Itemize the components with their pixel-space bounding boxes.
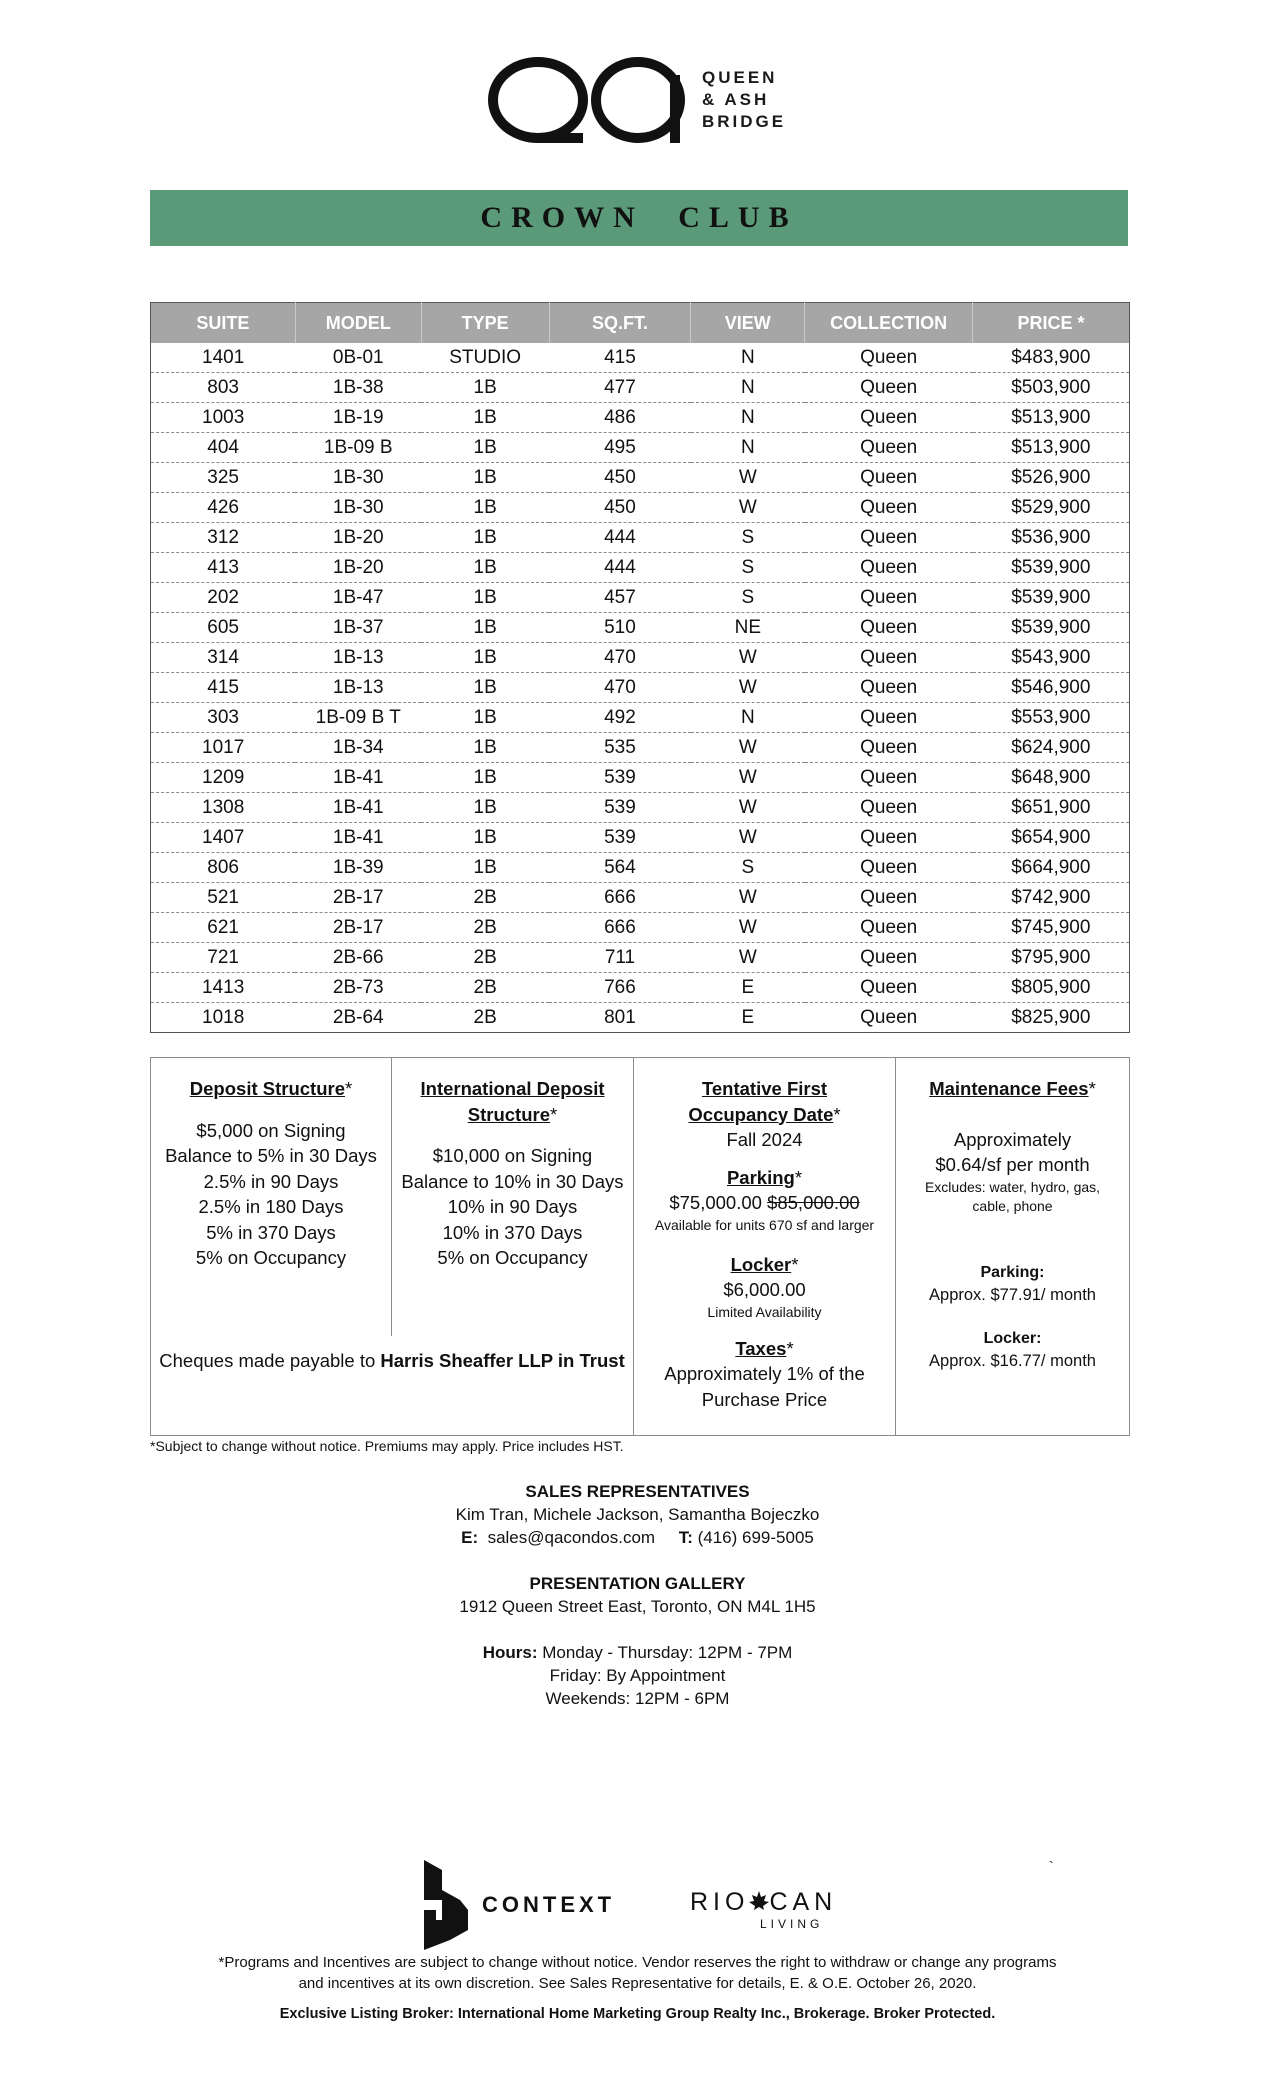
- cell-type: 1B: [421, 523, 549, 553]
- cell-model: 1B-38: [295, 373, 421, 403]
- cell-sqft: 711: [549, 943, 691, 973]
- cell-collection: Queen: [805, 733, 973, 763]
- table-row: [151, 763, 1130, 793]
- deposit-line: 5% on Occupancy: [195, 1247, 347, 1268]
- cell-sqft: 666: [549, 883, 691, 913]
- table-row: [151, 463, 1130, 493]
- cell-view: W: [691, 463, 805, 493]
- parking-old-price: $85,000.00: [767, 1192, 860, 1213]
- cell-suite: 1017: [151, 733, 296, 763]
- cell-view: S: [691, 523, 805, 553]
- cell-model: 1B-37: [295, 613, 421, 643]
- cell-suite: 325: [151, 463, 296, 493]
- cell-suite: 303: [151, 703, 296, 733]
- occupancy-column: [634, 1058, 895, 1412]
- table-row: [151, 973, 1130, 1003]
- cell-collection: Queen: [805, 553, 973, 583]
- cell-model: 1B-19: [295, 403, 421, 433]
- cell-type: 2B: [421, 973, 549, 1003]
- cell-view: W: [691, 883, 805, 913]
- cell-type: 1B: [421, 853, 549, 883]
- occupancy-star: *: [833, 1103, 841, 1125]
- context-logo: [424, 1860, 615, 1950]
- cell-sqft: 477: [549, 373, 691, 403]
- cell-type: 1B: [421, 493, 549, 523]
- cell-sqft: 444: [549, 523, 691, 553]
- logo-word-1: QUEEN: [702, 68, 778, 87]
- cell-collection: Queen: [805, 433, 973, 463]
- cell-price: $795,900: [973, 943, 1130, 973]
- table-row: [151, 643, 1130, 673]
- cheques-payable: [151, 1348, 633, 1374]
- cell-collection: Queen: [805, 343, 973, 373]
- hours-friday: Friday: By Appointment: [549, 1666, 726, 1685]
- cell-view: W: [691, 943, 805, 973]
- stray-mark: `: [1049, 1858, 1054, 1874]
- cell-view: W: [691, 763, 805, 793]
- cell-price: $539,900: [973, 583, 1130, 613]
- parking-star: *: [794, 1166, 803, 1188]
- table-row: [151, 1003, 1130, 1033]
- sales-email[interactable]: sales@qacondos.com: [487, 1528, 656, 1547]
- cell-model: 1B-34: [295, 733, 421, 763]
- cell-suite: 1308: [151, 793, 296, 823]
- cell-type: STUDIO: [421, 343, 549, 373]
- cell-suite: 1209: [151, 763, 296, 793]
- maintenance-line-2: $0.64/sf per month: [935, 1154, 1090, 1175]
- maintenance-parking-label: Parking:: [980, 1263, 1045, 1281]
- cell-type: 1B: [421, 373, 549, 403]
- cell-collection: Queen: [805, 643, 973, 673]
- cell-type: 1B: [421, 403, 549, 433]
- phone-label: T:: [678, 1528, 693, 1547]
- cheques-prefix: Cheques made payable to: [159, 1350, 381, 1371]
- cell-collection: Queen: [860, 1006, 918, 1028]
- cell-model: 1B-47: [295, 583, 421, 613]
- cell-collection: Queen: [805, 493, 973, 523]
- gallery-address: 1912 Queen Street East, Toronto, ON M4L 1H5: [459, 1597, 816, 1616]
- maintenance-locker-value: Approx. $16.77/ month: [929, 1351, 1096, 1370]
- table-row: [151, 793, 1130, 823]
- cell-price: $648,900: [973, 763, 1130, 793]
- table-row: [151, 373, 1130, 403]
- table-row: [151, 853, 1130, 883]
- cell-sqft: 535: [549, 733, 691, 763]
- cell-sqft: 539: [549, 763, 691, 793]
- cell-view: N: [691, 403, 805, 433]
- cell-type: 1B: [421, 823, 549, 853]
- cell-sqft: 510: [549, 613, 691, 643]
- cell-view: W: [691, 643, 805, 673]
- cell-collection: Queen: [805, 943, 973, 973]
- locker-price: $6,000.00: [723, 1279, 806, 1300]
- deposit-line: $5,000 on Signing: [196, 1119, 346, 1141]
- cell-model: 1B-39: [295, 853, 421, 883]
- table-row: [151, 583, 1130, 613]
- cell-sqft: 450: [549, 493, 691, 523]
- logo-word-3: BRIDGE: [702, 112, 787, 131]
- logo-word-2: & ASH: [702, 90, 770, 109]
- table-row: [151, 553, 1130, 583]
- cell-price: $539,900: [973, 553, 1130, 583]
- cell-type: 1B: [421, 733, 549, 763]
- cell-type: 2B: [421, 913, 549, 943]
- cell-view: N: [691, 433, 805, 463]
- intl-deposit-title-2: Structure: [467, 1103, 551, 1125]
- col-header-view: VIEW: [691, 303, 805, 344]
- cell-price: $745,900: [973, 913, 1130, 943]
- cell-type: 1B: [421, 643, 549, 673]
- cell-sqft: 486: [549, 403, 691, 433]
- maple-leaf-icon: [749, 1891, 769, 1911]
- hours-weekday: Monday - Thursday: 12PM - 7PM: [542, 1643, 793, 1662]
- maintenance-fees-column: [896, 1058, 1129, 1372]
- cell-price: $553,900: [973, 703, 1130, 733]
- suite-price-table: [150, 302, 1130, 1033]
- cell-suite: 1413: [151, 973, 296, 1003]
- cell-suite: 605: [151, 613, 296, 643]
- cell-type: 1B: [421, 613, 549, 643]
- intl-deposit-line: 10% in 90 Days: [447, 1196, 578, 1217]
- cell-model: 1B-41: [295, 793, 421, 823]
- cell-model: 1B-41: [295, 823, 421, 853]
- qa-logo-mark: [488, 55, 688, 145]
- terms-box: [150, 1057, 1130, 1436]
- cell-view: W: [691, 793, 805, 823]
- maintenance-line-1: Approximately: [953, 1128, 1072, 1150]
- hours-weekday-line: [0, 1641, 1275, 1664]
- maintenance-excludes-1: Excludes: water, hydro, gas,: [924, 1178, 1101, 1195]
- table-row: [151, 703, 1130, 733]
- contact-section: [0, 1480, 1275, 1710]
- cell-suite: 803: [151, 373, 296, 403]
- cell-collection: Queen: [805, 613, 973, 643]
- cell-suite: 413: [151, 553, 296, 583]
- cell-view: W: [691, 823, 805, 853]
- cell-sqft: 470: [549, 643, 691, 673]
- table-row: [151, 673, 1130, 703]
- cell-model: 0B-01: [295, 343, 421, 373]
- cell-collection: Queen: [805, 913, 973, 943]
- table-row: [151, 523, 1130, 553]
- footer: [0, 1952, 1275, 2025]
- cell-sqft: 415: [549, 343, 691, 373]
- cell-view: S: [691, 853, 805, 883]
- cell-view: E: [741, 1006, 755, 1028]
- riocan-logo: [690, 1888, 837, 1931]
- cell-suite: 1401: [151, 343, 296, 373]
- col-header-type: TYPE: [421, 303, 549, 344]
- crown-club-banner: [150, 190, 1128, 246]
- table-row: [151, 403, 1130, 433]
- cell-type: 1B: [421, 673, 549, 703]
- cell-sqft: 492: [549, 703, 691, 733]
- intl-deposit-line: 10% in 370 Days: [442, 1221, 583, 1243]
- cell-collection: Queen: [805, 763, 973, 793]
- parking-note: Available for units 670 sf and larger: [654, 1216, 875, 1233]
- cell-collection: Queen: [805, 883, 973, 913]
- cell-suite: 312: [151, 523, 296, 553]
- cell-suite: 1407: [151, 823, 296, 853]
- cell-suite: 521: [151, 883, 296, 913]
- cell-model: 2B-64: [332, 1006, 384, 1028]
- cell-sqft: 539: [549, 793, 691, 823]
- international-deposit-structure: [392, 1058, 633, 1271]
- cell-model: 2B-17: [295, 913, 421, 943]
- cell-type: 1B: [421, 463, 549, 493]
- footer-broker: Exclusive Listing Broker: International Home Marketing Group Realty Inc., Brokerage. Broker Protected.: [279, 2006, 996, 2022]
- cell-price: $742,900: [973, 883, 1130, 913]
- cell-sqft: 801: [604, 1006, 636, 1028]
- cell-suite: 621: [151, 913, 296, 943]
- maintenance-star: *: [1088, 1078, 1096, 1099]
- cell-price: $664,900: [973, 853, 1130, 883]
- cell-price: $539,900: [973, 613, 1130, 643]
- cell-model: 1B-30: [295, 463, 421, 493]
- cell-price: $624,900: [973, 733, 1130, 763]
- cell-suite: 202: [151, 583, 296, 613]
- riocan-left: RIO: [690, 1888, 750, 1916]
- cell-view: N: [691, 703, 805, 733]
- cell-view: NE: [691, 613, 805, 643]
- col-header-suite: SUITE: [151, 303, 296, 344]
- table-header-row: [151, 303, 1130, 344]
- taxes-line-1: Approximately 1% of the: [664, 1363, 865, 1384]
- cell-model: 1B-41: [295, 763, 421, 793]
- cell-price: $654,900: [973, 823, 1130, 853]
- intl-deposit-line: Balance to 10% in 30 Days: [401, 1170, 624, 1192]
- cell-type: 2B: [473, 1006, 497, 1028]
- cell-suite: 426: [151, 493, 296, 523]
- cell-price: $513,900: [973, 403, 1130, 433]
- cell-view: W: [691, 733, 805, 763]
- cell-type: 1B: [421, 553, 549, 583]
- table-body: [151, 343, 1130, 1033]
- maintenance-title: Maintenance Fees: [929, 1078, 1089, 1099]
- cell-sqft: 470: [549, 673, 691, 703]
- cell-type: 1B: [421, 703, 549, 733]
- occupancy-title-1: Tentative First: [701, 1078, 828, 1099]
- locker-title: Locker: [730, 1253, 792, 1275]
- qa-logo: [488, 55, 786, 145]
- intl-deposit-line: $10,000 on Signing: [432, 1145, 593, 1166]
- cell-type: 2B: [421, 883, 549, 913]
- cell-sqft: 444: [549, 553, 691, 583]
- cell-price: $546,900: [973, 673, 1130, 703]
- context-logo-mark: [424, 1860, 468, 1950]
- deposit-title: Deposit Structure: [189, 1078, 345, 1099]
- deposit-line: Balance to 5% in 30 Days: [165, 1145, 377, 1166]
- cell-sqft: 766: [549, 973, 691, 1003]
- cell-view: E: [691, 973, 805, 1003]
- cell-model: 1B-09 B T: [295, 703, 421, 733]
- table-row: [151, 943, 1130, 973]
- cell-price: $513,900: [973, 433, 1130, 463]
- locker-star: *: [791, 1253, 799, 1275]
- cell-collection: Queen: [805, 793, 973, 823]
- cell-price: $825,900: [1011, 1006, 1091, 1028]
- riocan-right: CAN: [769, 1888, 838, 1916]
- cheques-payee: Harris Sheaffer LLP in Trust: [380, 1350, 625, 1371]
- cell-model: 1B-30: [295, 493, 421, 523]
- table-row: [151, 433, 1130, 463]
- table-row: [151, 613, 1130, 643]
- col-header-collection: COLLECTION: [805, 303, 973, 344]
- sales-title: SALES REPRESENTATIVES: [525, 1482, 750, 1501]
- cell-view: W: [691, 673, 805, 703]
- cell-collection: Queen: [805, 673, 973, 703]
- cell-sqft: 539: [549, 823, 691, 853]
- cell-collection: Queen: [805, 373, 973, 403]
- cell-type: 1B: [421, 763, 549, 793]
- cell-model: 1B-20: [295, 553, 421, 583]
- locker-note: Limited Availability: [707, 1303, 822, 1320]
- cell-view: S: [691, 583, 805, 613]
- cell-model: 2B-17: [295, 883, 421, 913]
- occupancy-date: Fall 2024: [726, 1129, 803, 1150]
- deposit-structure: [151, 1058, 391, 1271]
- context-wordmark: CONTEXT: [482, 1892, 616, 1917]
- cell-suite: 721: [151, 943, 296, 973]
- hours-label: Hours:: [482, 1643, 538, 1662]
- cell-suite: 404: [151, 433, 296, 463]
- cell-type: 1B: [421, 793, 549, 823]
- cell-model: 1B-13: [295, 643, 421, 673]
- table-row: [151, 343, 1130, 373]
- occupancy-title-2: Occupancy Date: [688, 1103, 834, 1125]
- cell-view: N: [691, 373, 805, 403]
- col-header-sqft: SQ.FT.: [549, 303, 691, 344]
- parking-price: $75,000.00: [669, 1192, 762, 1213]
- cell-model: 1B-20: [295, 523, 421, 553]
- cell-suite: 314: [151, 643, 296, 673]
- cell-price: $483,900: [973, 343, 1130, 373]
- cell-collection: Queen: [805, 523, 973, 553]
- taxes-star: *: [786, 1337, 794, 1359]
- cell-model: 2B-73: [295, 973, 421, 1003]
- cell-price: $529,900: [973, 493, 1130, 523]
- email-label: E:: [461, 1528, 479, 1547]
- subject-to-change-note: *Subject to change without notice. Premiums may apply. Price includes HST.: [150, 1438, 624, 1454]
- intl-deposit-star: *: [550, 1103, 558, 1125]
- cell-collection: Queen: [805, 403, 973, 433]
- maintenance-locker-label: Locker:: [983, 1329, 1042, 1347]
- parking-title: Parking: [726, 1166, 795, 1188]
- cell-view: W: [691, 493, 805, 523]
- cell-suite: 806: [151, 853, 296, 883]
- cell-collection: Queen: [805, 823, 973, 853]
- deposit-line: 2.5% in 90 Days: [203, 1170, 339, 1192]
- sales-contact-line: [0, 1526, 1275, 1549]
- table-row: [151, 493, 1130, 523]
- cell-collection: Queen: [805, 703, 973, 733]
- cell-suite: 1018: [202, 1006, 245, 1028]
- sales-phone[interactable]: (416) 699-5005: [697, 1528, 814, 1547]
- cell-collection: Queen: [805, 853, 973, 883]
- cell-model: 1B-09 B: [295, 433, 421, 463]
- cell-sqft: 495: [549, 433, 691, 463]
- col-header-price: PRICE *: [973, 303, 1130, 344]
- cell-collection: Queen: [805, 463, 973, 493]
- cell-sqft: 564: [549, 853, 691, 883]
- cell-view: N: [691, 343, 805, 373]
- cell-price: $526,900: [973, 463, 1130, 493]
- riocan-sub: LIVING: [760, 1917, 824, 1931]
- maintenance-excludes-2: cable, phone: [972, 1197, 1053, 1214]
- cell-price: $536,900: [973, 523, 1130, 553]
- cell-collection: Queen: [805, 973, 973, 1003]
- table-row: [151, 823, 1130, 853]
- cell-type: 2B: [421, 943, 549, 973]
- cell-suite: 415: [151, 673, 296, 703]
- cell-sqft: 666: [549, 913, 691, 943]
- cell-price: $503,900: [973, 373, 1130, 403]
- cell-type: 1B: [421, 433, 549, 463]
- deposit-line: 5% in 370 Days: [206, 1221, 336, 1243]
- cell-sqft: 450: [549, 463, 691, 493]
- table-row: [151, 883, 1130, 913]
- cell-sqft: 457: [549, 583, 691, 613]
- footer-line-2: and incentives at its own discretion. See Sales Representative for details, E. & O.E. October 26, 2020.: [298, 1975, 977, 1992]
- hours-weekend: Weekends: 12PM - 6PM: [545, 1689, 730, 1708]
- maintenance-parking-value: Approx. $77.91/ month: [929, 1285, 1096, 1304]
- gallery-title: PRESENTATION GALLERY: [529, 1574, 746, 1593]
- logo-words: [702, 67, 786, 133]
- cell-collection: Queen: [805, 583, 973, 613]
- table-row: [151, 733, 1130, 763]
- cell-model: 1B-13: [295, 673, 421, 703]
- cell-price: $543,900: [973, 643, 1130, 673]
- taxes-line-2: Purchase Price: [701, 1388, 828, 1410]
- intl-deposit-title-1: International Deposit: [420, 1078, 605, 1099]
- taxes-title: Taxes: [735, 1337, 787, 1359]
- banner-title: CROWN CLUB: [480, 201, 798, 234]
- intl-deposit-line: 5% on Occupancy: [437, 1247, 588, 1268]
- cell-price: $805,900: [973, 973, 1130, 1003]
- cell-type: 1B: [421, 583, 549, 613]
- col-header-model: MODEL: [295, 303, 421, 344]
- cell-view: W: [691, 913, 805, 943]
- deposit-star: *: [345, 1078, 353, 1099]
- deposit-line: 2.5% in 180 Days: [198, 1196, 344, 1217]
- cell-model: 2B-66: [295, 943, 421, 973]
- footer-line-1: *Programs and Incentives are subject to change without notice. Vendor reserves the right to withdraw or change any programs: [218, 1954, 1057, 1971]
- table-row: [151, 913, 1130, 943]
- cell-price: $651,900: [973, 793, 1130, 823]
- cell-view: S: [691, 553, 805, 583]
- sales-names: Kim Tran, Michele Jackson, Samantha Bojeczko: [455, 1505, 820, 1524]
- cell-suite: 1003: [151, 403, 296, 433]
